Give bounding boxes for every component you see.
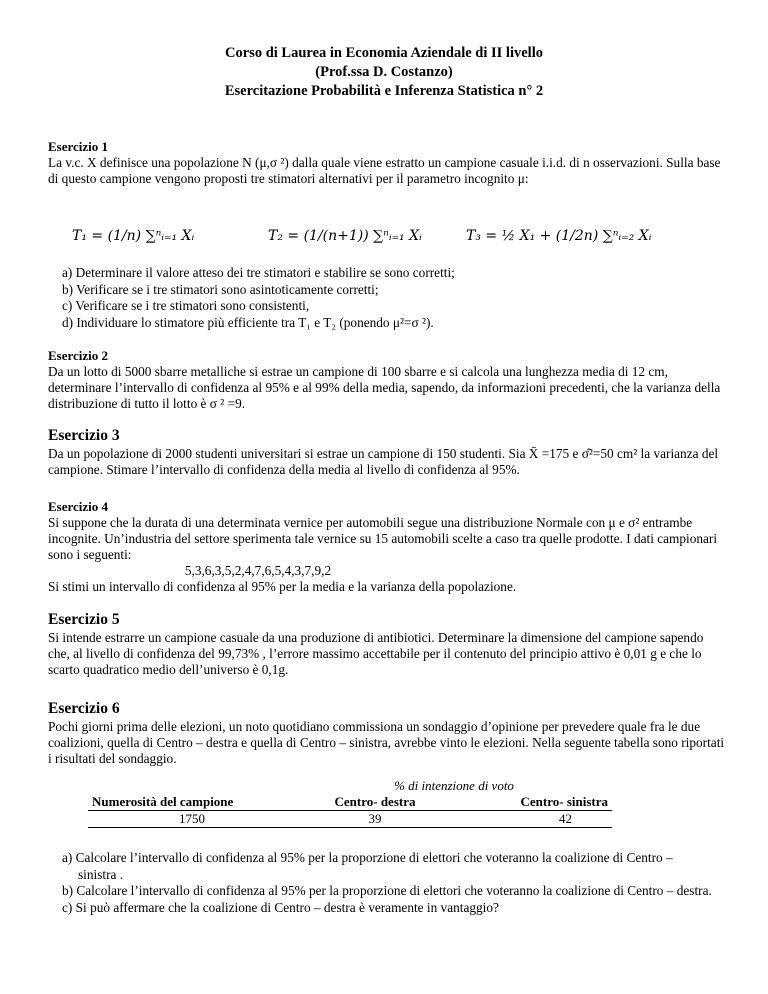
- estimator-t2: T₂ = (1/(n+1)) ∑ⁿᵢ₌₁ Xᵢ: [268, 228, 422, 244]
- exercise-2-title: Esercizio 2: [48, 348, 109, 363]
- sample-data: 5,3,6,3,5,2,4,7,6,5,4,3,7,9,2: [184, 563, 332, 578]
- exercise-6-title: Esercizio 6: [48, 700, 120, 717]
- exercise-3: [48, 428, 728, 478]
- sample-size-header: Numerosità del campione: [88, 794, 296, 811]
- centre-left-header: Centro- sinistra: [454, 794, 612, 811]
- question-d: d) Individuare lo stimatore più efficiente tra T₁ e T₂ (ponendo μ²=σ ²).: [62, 314, 434, 330]
- exercise-1-title: Esercizio 1: [48, 139, 109, 154]
- exercise-1: [48, 139, 728, 187]
- centre-right-value: 39: [296, 811, 454, 828]
- estimator-t3: T₃ = ½ X₁ + (1/2n) ∑ⁿᵢ₌₂ Xᵢ: [466, 228, 652, 244]
- exercise-6-text: Pochi giorni prima delle elezioni, un noto quotidiano commissiona un sondaggio d’opinione per prevedere quale fra le due coalizioni, quella di Centro – destra e quella di Centro – sinistra, avrebbe vinto le elezioni. Nella seguente tabella sono riportati i risultati del sondaggio.: [48, 719, 725, 766]
- exercise-2-text: Da un lotto di 5000 sbarre metalliche si estrae un campione di 100 sbarre e si calcola una lunghezza media di 12 cm, determinare l’intervallo di confidenza al 95% e al 99% della media, sapendo, da informazioni precedenti, che la varianza della distribuzione di tutto il lotto è σ ² =9.: [48, 364, 721, 411]
- exercise-4: [48, 499, 728, 595]
- document-header: [0, 44, 768, 101]
- question-6c: c) Si può affermare che la coalizione di Centro – destra è veramente in vantaggio?: [62, 899, 499, 915]
- professor-name: (Prof.ssa D. Costanzo): [315, 64, 453, 80]
- question-6a: a) Calcolare l’intervallo di confidenza al 95% per la proporzione di elettori che voteranno la coalizione di Centro – sinistra .: [62, 850, 673, 882]
- course-title: Corso di Laurea in Economia Aziendale di II livello: [225, 45, 543, 61]
- exercise-5-title: Esercizio 5: [48, 611, 120, 628]
- question-b: b) Verificare se i tre stimatori sono asintoticamente corretti;: [62, 281, 379, 297]
- estimator-t1: T₁ = (1/n) ∑ⁿᵢ₌₁ Xᵢ: [72, 228, 195, 244]
- centre-right-header: Centro- destra: [296, 794, 454, 811]
- exercise-2: [48, 348, 728, 412]
- sample-size-value: 1750: [88, 811, 296, 828]
- exercise-5-text: Si intende estrarre un campione casuale da una produzione di antibiotici. Determinare la dimensione del campione sapendo che, al livello di confidenza del 99,73% , l’errore massimo accettabile per il contenuto del principio attivo è 0,01 g e che lo scarto quadratico medio dell’universo è 0,1g.: [48, 630, 704, 677]
- survey-table: [88, 778, 612, 828]
- vote-intention-header: % di intenzione di voto: [394, 778, 514, 793]
- exercise-4-text: Si suppone che la durata di una determinata vernice per automobili segue una distribuzione Normale con μ e σ² entrambe incognite. Un’industria del settore sperimenta tale vernice su 15 automobili scelte a caso tra quelle prodotte. I dati campionari sono i seguenti:: [48, 515, 718, 562]
- exercise-6-questions: [62, 850, 712, 916]
- exercise-5: [48, 612, 728, 678]
- exercise-3-text: Da un popolazione di 2000 studenti universitari si estrae un campione di 150 studenti. Sia X̄ =175 e σ̂²=50 cm² la varianza del campione. Stimare l’intervallo di confidenza della media al livello di confidenza al 95%.: [48, 446, 719, 477]
- exercise-6: [48, 701, 728, 767]
- question-c: c) Verificare se i tre stimatori sono consistenti,: [62, 298, 310, 313]
- question-a: a) Determinare il valore atteso dei tre stimatori e stabilire se sono corretti;: [62, 265, 455, 280]
- question-6b: b) Calcolare l’intervallo di confidenza al 95% per la proporzione di elettori che voteranno la coalizione di Centro – destra.: [62, 883, 712, 898]
- centre-left-value: 42: [454, 811, 612, 828]
- exercise-1-questions: [62, 265, 722, 331]
- exercise-1-text: La v.c. X definisce una popolazione N (μ,σ ²) dalla quale viene estratto un campione casuale i.i.d. di n osservazioni. Sulla base di questo campione vengono proposti tre stimatori alternativi per il parametro incognito μ:: [48, 155, 721, 186]
- exercise-4-question: Si stimi un intervallo di confidenza al 95% per la media e la varianza della popolazione.: [48, 579, 517, 594]
- exercise-4-title: Esercizio 4: [48, 499, 109, 514]
- estimators-formulas: [72, 228, 712, 252]
- exercise-set-title: Esercitazione Probabilità e Inferenza Statistica n° 2: [224, 83, 544, 99]
- exercise-3-title: Esercizio 3: [48, 427, 120, 444]
